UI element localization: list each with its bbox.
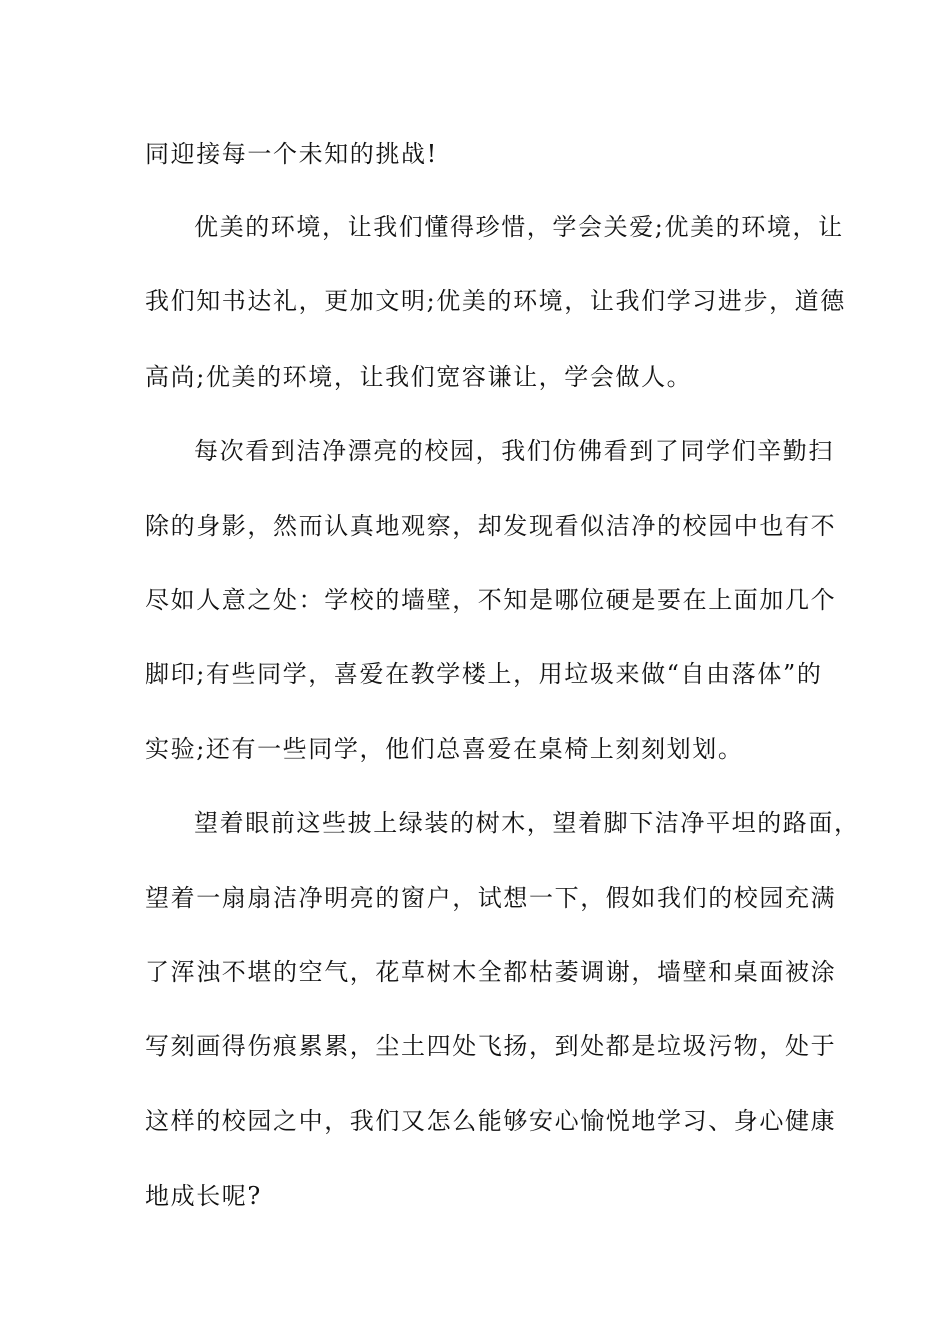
text-line: 同迎接每一个未知的挑战! bbox=[145, 140, 438, 168]
text-line: 我们知书达礼，更加文明;优美的环境，让我们学习进步，道德 bbox=[145, 287, 846, 315]
paragraph-first-line: 望着眼前这些披上绿装的树木，望着脚下洁净平坦的路面， bbox=[194, 809, 860, 837]
paragraph-first-line: 每次看到洁净漂亮的校园，我们仿佛看到了同学们辛勤扫 bbox=[194, 437, 834, 465]
text-line: 尽如人意之处：学校的墙壁，不知是哪位硬是要在上面加几个 bbox=[145, 586, 837, 614]
text-line: 这样的校园之中，我们又怎么能够安心愉悦地学习、身心健康 bbox=[145, 1107, 837, 1135]
paragraph-first-line: 优美的环境，让我们懂得珍惜，学会关爱;优美的环境，让 bbox=[194, 213, 844, 241]
text-line: 地成长呢? bbox=[145, 1182, 262, 1210]
text-line: 写刻画得伤痕累累，尘土四处飞扬，到处都是垃圾污物，处于 bbox=[145, 1032, 837, 1060]
text-line: 脚印;有些同学，喜爱在教学楼上，用垃圾来做“自由落体”的 bbox=[145, 660, 823, 688]
text-line: 除的身影，然而认真地观察，却发现看似洁净的校园中也有不 bbox=[145, 512, 837, 540]
text-line: 高尚;优美的环境，让我们宽容谦让，学会做人。 bbox=[145, 363, 693, 391]
text-line: 实验;还有一些同学，他们总喜爱在桌椅上刻刻划划。 bbox=[145, 735, 744, 763]
text-line: 了浑浊不堪的空气，花草树木全都枯萎调谢，墙壁和桌面被涂 bbox=[145, 958, 837, 986]
text-line: 望着一扇扇洁净明亮的窗户，试想一下，假如我们的校园充满 bbox=[145, 884, 837, 912]
